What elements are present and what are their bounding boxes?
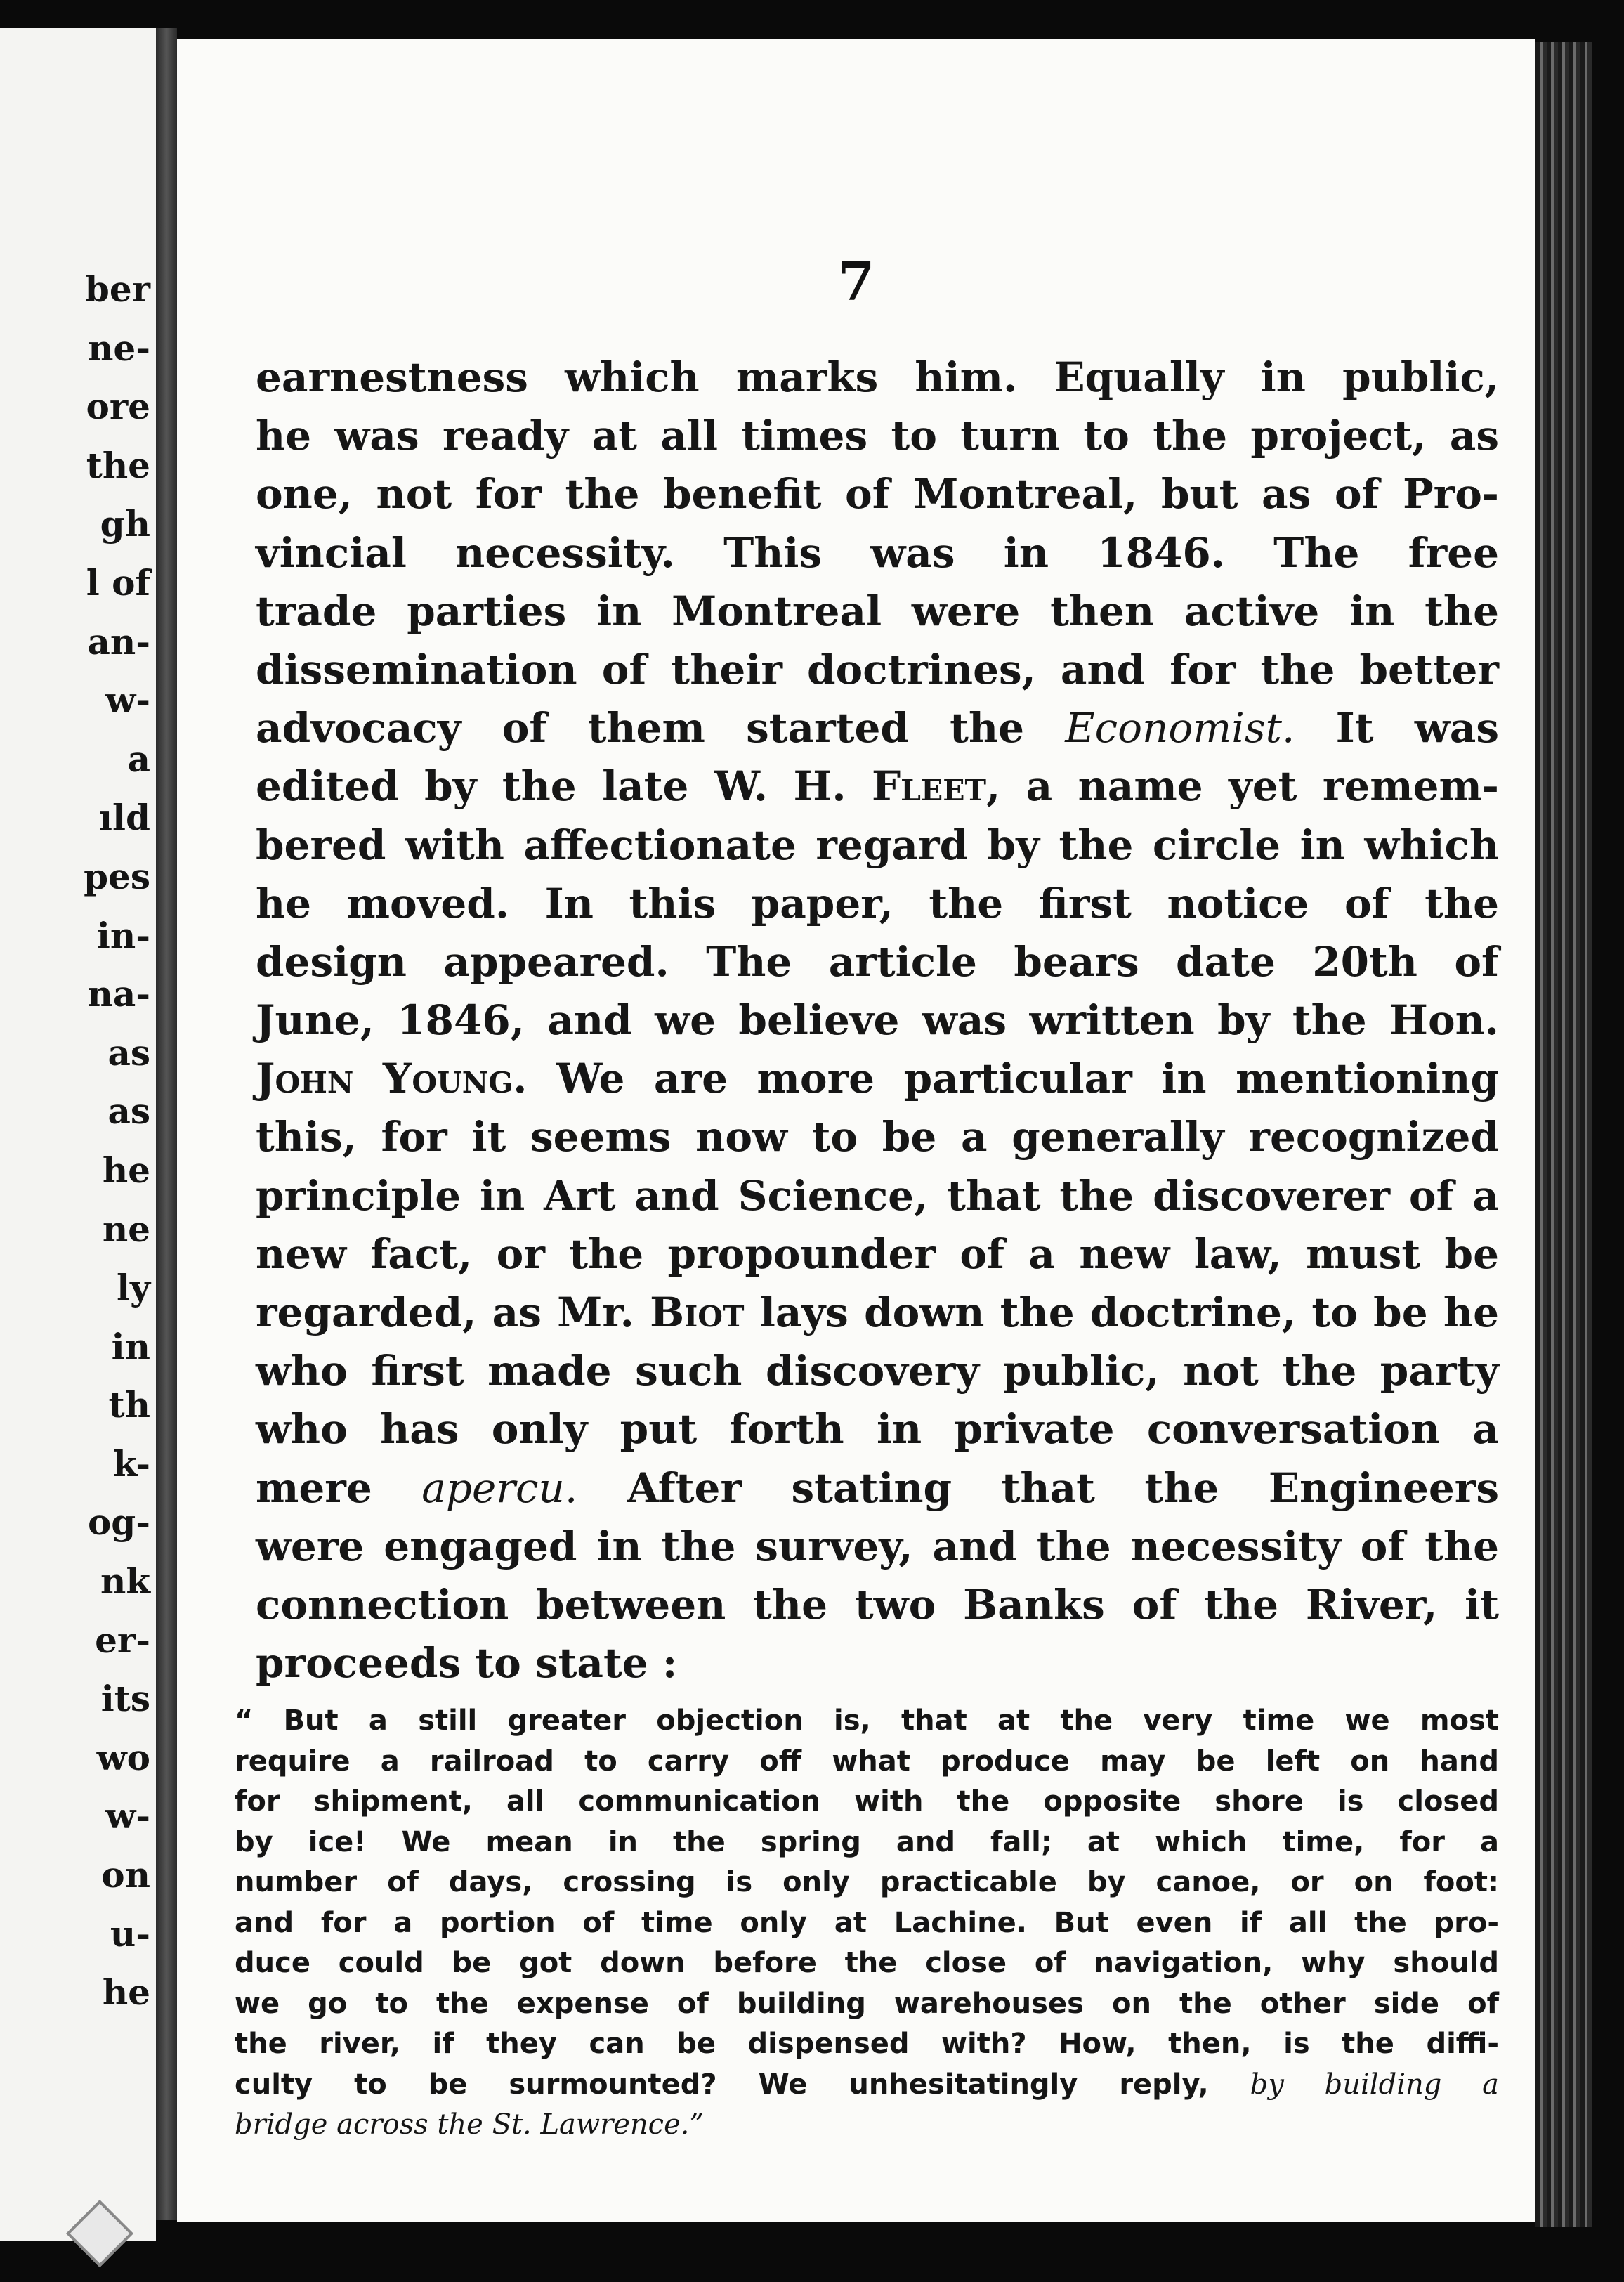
- text-line: he was ready at all times to turn to the project, as: [256, 412, 1499, 460]
- book-page-edges: [1535, 42, 1592, 2227]
- body-paragraph: [256, 348, 1499, 1693]
- page-number: 7: [837, 250, 875, 313]
- fragment-line: er-: [95, 1619, 150, 1661]
- quote-line: require a railroad to carry off what produce may be left on hand: [235, 1745, 1499, 1778]
- text-line: who has only put forth in private conversation a: [256, 1405, 1499, 1454]
- text-span: lays down the doctrine, to be he: [744, 1289, 1499, 1336]
- text-span: It was: [1295, 704, 1499, 752]
- fragment-line: on: [101, 1854, 150, 1896]
- fragment-line: ore: [86, 386, 150, 428]
- fragment-line: ne-: [88, 327, 150, 369]
- book-page: [177, 39, 1535, 2222]
- text-line: bered with affectionate regard by the circle in which: [256, 821, 1499, 869]
- quote-line: and for a portion of time only at Lachine. But even if all the pro-: [235, 1906, 1499, 1939]
- fragment-line: k-: [112, 1442, 150, 1485]
- text-span: regarded, as Mr.: [256, 1289, 650, 1336]
- text-span: We are more particular in mentioning: [527, 1055, 1499, 1103]
- person-name: Fleet: [871, 762, 986, 811]
- text-span: culty to be surmounted? We unhesitatingly reply,: [235, 2068, 1250, 2101]
- fragment-line: u-: [110, 1912, 150, 1955]
- fragment-line: og-: [87, 1501, 150, 1544]
- text-line: new fact, or the propounder of a new law, must be: [256, 1230, 1499, 1278]
- text-line: [256, 1284, 1499, 1342]
- text-line: [256, 1459, 1499, 1518]
- text-line: [256, 1050, 1499, 1108]
- text-line: principle in Art and Science, that the discoverer of a: [256, 1171, 1499, 1220]
- text-span: advocacy of them started the: [256, 704, 1066, 752]
- fragment-line: th: [108, 1384, 150, 1426]
- text-span: After stating that the Engineers: [577, 1463, 1499, 1512]
- fragment-line: nk: [100, 1560, 150, 1603]
- text-line: dissemination of their doctrines, and for the better: [256, 645, 1499, 693]
- previous-page-text-fragments: [10, 260, 150, 2022]
- fragment-line: ber: [84, 268, 150, 310]
- fragment-line: ıld: [99, 797, 150, 839]
- text-line: [256, 757, 1499, 816]
- fragment-line: its: [100, 1678, 150, 1720]
- fragment-line: wo: [96, 1736, 150, 1778]
- text-line: this, for it seems now to be a generally recognized: [256, 1113, 1499, 1161]
- fragment-line: a: [127, 738, 150, 780]
- quote-line: for shipment, all communication with the opposite shore is closed: [235, 1785, 1499, 1818]
- text-line: connection between the two Banks of the River, it: [256, 1580, 1499, 1629]
- fragment-line: in: [111, 1325, 150, 1367]
- previous-page-margin: [0, 28, 156, 2241]
- text-line: June, 1846, and we believe was written by the Hon.: [256, 996, 1499, 1045]
- fragment-line: he: [102, 1971, 150, 2014]
- text-line: vincial necessity. This was in 1846. The free: [256, 528, 1499, 577]
- quote-line: the river, if they can be dispensed with? How, then, is the diffi-: [235, 2028, 1499, 2060]
- fragment-line: pes: [84, 855, 150, 897]
- fragment-line: as: [107, 1090, 150, 1133]
- emphasis-text: by building a: [1250, 2068, 1499, 2101]
- text-line: were engaged in the survey, and the necessity of the: [256, 1522, 1499, 1570]
- quote-line: we go to the expense of building warehouses on the other side of: [235, 1987, 1499, 2020]
- book-gutter: [156, 28, 177, 2220]
- text-span: mere: [256, 1463, 422, 1512]
- text-span: edited by the late W. H.: [256, 762, 872, 811]
- text-line: design appeared. The article bears date 20th of: [256, 937, 1499, 986]
- fragment-line: na-: [87, 973, 150, 1015]
- fragment-line: ly: [116, 1267, 150, 1309]
- fragment-line: in-: [96, 914, 150, 956]
- fragment-line: ne: [102, 1208, 150, 1250]
- text-line: earnestness which marks him. Equally in public,: [256, 353, 1499, 401]
- fragment-line: gh: [100, 503, 150, 545]
- text-span: , a name yet remem-: [985, 762, 1499, 811]
- fragment-line: w-: [105, 679, 150, 722]
- fragment-line: he: [102, 1149, 150, 1191]
- fragment-line: an-: [87, 620, 150, 663]
- block-quotation: [235, 1701, 1499, 2146]
- quote-line: number of days, crossing is only practicable by canoe, or on foot:: [235, 1866, 1499, 1898]
- text-line: trade parties in Montreal were then active in the: [256, 587, 1499, 635]
- text-line: he moved. In this paper, the first notice of the: [256, 879, 1499, 927]
- quote-line: [235, 2065, 1499, 2106]
- person-name: John Young.: [256, 1055, 528, 1103]
- text-line: one, not for the benefit of Montreal, but as of Pro-: [256, 470, 1499, 519]
- fragment-line: as: [107, 1031, 150, 1074]
- fragment-line: the: [86, 444, 150, 486]
- text-line: [256, 699, 1499, 757]
- quote-line: by ice! We mean in the spring and fall; at which time, for a: [235, 1825, 1499, 1858]
- text-line: who first made such discovery public, not the party: [256, 1347, 1499, 1395]
- person-name: Biot: [650, 1289, 745, 1336]
- newspaper-title: Economist.: [1065, 704, 1295, 752]
- quote-line: bridge across the St. Lawrence.”: [235, 2108, 704, 2141]
- quote-line: “ But a still greater objection is, that at the very time we most: [235, 1704, 1499, 1737]
- fragment-line: l of: [86, 561, 150, 604]
- text-line: proceeds to state :: [256, 1639, 678, 1688]
- fragment-line: w-: [105, 1795, 150, 1837]
- quote-line: duce could be got down before the close of navigation, why should: [235, 1947, 1499, 1979]
- foreign-word: apercu.: [421, 1463, 578, 1512]
